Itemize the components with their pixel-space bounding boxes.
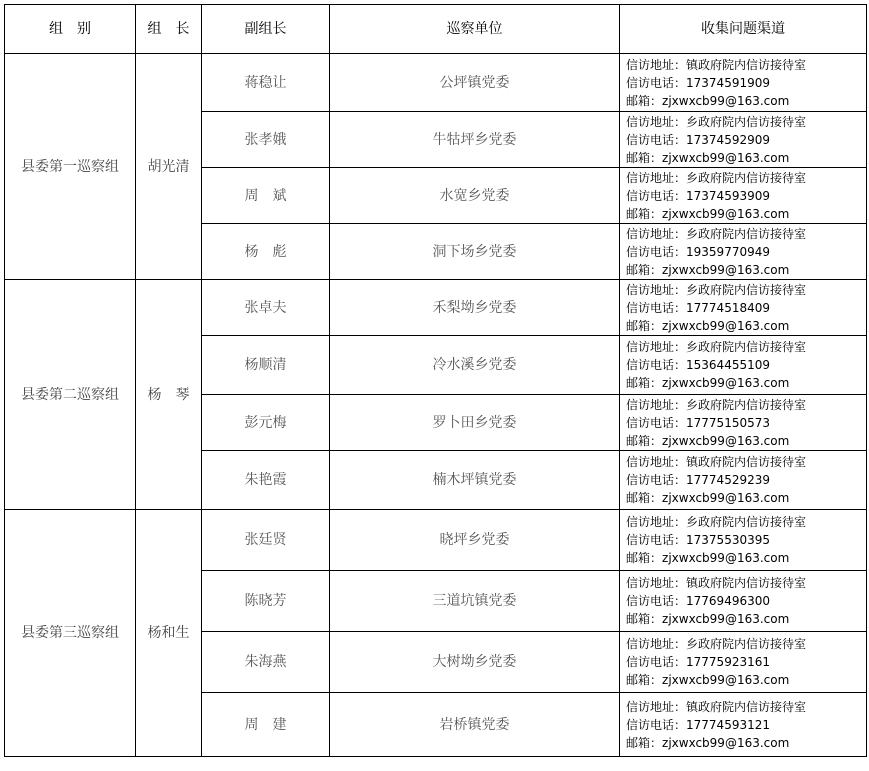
address-value: 乡政府院内信访接待室 — [686, 282, 807, 297]
address-label: 信访地址： — [626, 340, 687, 354]
group-leader: 杨和生 — [136, 510, 202, 757]
header-channel: 收集问题渠道 — [620, 5, 867, 54]
email-line — [626, 149, 866, 167]
address-label: 信访地址： — [626, 397, 687, 412]
email-line — [626, 432, 866, 450]
phone-label: 信访电话： — [626, 75, 687, 90]
deputy-leader: 朱艳霞 — [202, 451, 330, 510]
address-label: 信访地址： — [626, 57, 687, 72]
phone-label: 信访电话： — [626, 358, 687, 372]
email-label: 邮箱： — [626, 551, 663, 565]
phone-line — [626, 653, 866, 671]
group-name: 县委第三巡察组 — [5, 510, 136, 757]
phone-value: 17374592909 — [686, 132, 770, 147]
deputy-leader: 陈晓芳 — [202, 571, 330, 632]
inspected-unit: 公坪镇党委 — [330, 54, 620, 112]
header-leader: 组 长 — [136, 5, 202, 54]
deputy-leader: 周 建 — [202, 693, 330, 757]
address-value: 镇政府院内信访接待室 — [686, 455, 807, 469]
contact-channel — [620, 451, 867, 510]
inspected-unit: 大树坳乡党委 — [330, 632, 620, 693]
deputy-leader: 张孝娥 — [202, 112, 330, 168]
group-leader: 杨 琴 — [136, 280, 202, 510]
address-value: 乡政府院内信访接待室 — [686, 340, 807, 354]
phone-value: 17374593909 — [686, 188, 770, 203]
phone-label: 信访电话： — [626, 594, 687, 608]
group-leader: 胡光清 — [136, 54, 202, 280]
phone-value: 17375530395 — [686, 533, 770, 547]
address-value: 镇政府院内信访接待室 — [686, 576, 807, 590]
address-line — [626, 396, 866, 414]
deputy-leader: 周 斌 — [202, 168, 330, 224]
email-line — [626, 317, 866, 335]
inspected-unit: 洞下场乡党委 — [330, 224, 620, 280]
email-line — [626, 610, 866, 628]
address-value: 乡政府院内信访接待室 — [686, 226, 807, 241]
email-value: zjxwxcb99@163.com — [662, 262, 790, 277]
phone-value: 15364455109 — [686, 358, 770, 372]
inspected-unit: 晓坪乡党委 — [330, 510, 620, 571]
email-line — [626, 92, 866, 110]
address-label: 信访地址： — [626, 282, 687, 297]
table-row — [5, 510, 867, 571]
email-label: 邮箱： — [626, 491, 663, 505]
phone-label: 信访电话： — [626, 717, 687, 732]
email-value: zjxwxcb99@163.com — [662, 150, 790, 165]
email-value: zjxwxcb99@163.com — [662, 318, 790, 333]
deputy-leader: 张廷贤 — [202, 510, 330, 571]
address-label: 信访地址： — [626, 170, 687, 185]
address-label: 信访地址： — [626, 699, 687, 714]
email-value: zjxwxcb99@163.com — [662, 673, 790, 687]
inspected-unit: 三道坑镇党委 — [330, 571, 620, 632]
phone-value: 17774518409 — [686, 300, 770, 315]
phone-line — [626, 592, 866, 610]
contact-channel — [620, 336, 867, 395]
contact-channel — [620, 224, 867, 280]
address-value: 镇政府院内信访接待室 — [686, 699, 807, 714]
phone-value: 17775923161 — [686, 655, 770, 669]
inspected-unit: 牛牯坪乡党委 — [330, 112, 620, 168]
address-label: 信访地址： — [626, 576, 687, 590]
email-value: zjxwxcb99@163.com — [662, 93, 790, 108]
address-value: 乡政府院内信访接待室 — [686, 114, 807, 129]
email-label: 邮箱： — [626, 735, 663, 750]
email-line — [626, 374, 866, 392]
address-line — [626, 113, 866, 131]
address-label: 信访地址： — [626, 114, 687, 129]
contact-channel — [620, 112, 867, 168]
contact-channel — [620, 168, 867, 224]
phone-line — [626, 74, 866, 92]
inspected-unit: 水宽乡党委 — [330, 168, 620, 224]
header-row — [5, 5, 867, 54]
contact-channel — [620, 395, 867, 451]
address-line — [626, 574, 866, 592]
address-line — [626, 56, 866, 74]
email-value: zjxwxcb99@163.com — [662, 491, 790, 505]
phone-value: 17774593121 — [686, 717, 770, 732]
phone-line — [626, 299, 866, 317]
table-row — [5, 54, 867, 112]
phone-value: 17775150573 — [686, 415, 770, 430]
address-label: 信访地址： — [626, 515, 687, 529]
deputy-leader: 杨顺清 — [202, 336, 330, 395]
table-row — [5, 280, 867, 336]
inspected-unit: 楠木坪镇党委 — [330, 451, 620, 510]
phone-line — [626, 187, 866, 205]
phone-label: 信访电话： — [626, 244, 687, 259]
address-line — [626, 453, 866, 471]
phone-value: 19359770949 — [686, 244, 770, 259]
phone-value: 17774529239 — [686, 473, 770, 487]
email-label: 邮箱： — [626, 612, 663, 626]
email-line — [626, 671, 866, 689]
contact-channel — [620, 510, 867, 571]
contact-channel — [620, 54, 867, 112]
deputy-leader: 蒋稳让 — [202, 54, 330, 112]
phone-label: 信访电话： — [626, 415, 687, 430]
address-value: 乡政府院内信访接待室 — [686, 170, 807, 185]
address-line — [626, 281, 866, 299]
phone-label: 信访电话： — [626, 533, 687, 547]
email-label: 邮箱： — [626, 150, 663, 165]
deputy-leader: 朱海燕 — [202, 632, 330, 693]
inspection-table — [4, 4, 867, 757]
phone-label: 信访电话： — [626, 300, 687, 315]
header-group: 组 别 — [5, 5, 136, 54]
phone-label: 信访电话： — [626, 188, 687, 203]
email-value: zjxwxcb99@163.com — [662, 206, 790, 221]
address-value: 镇政府院内信访接待室 — [686, 57, 807, 72]
phone-line — [626, 131, 866, 149]
email-line — [626, 489, 866, 507]
email-value: zjxwxcb99@163.com — [662, 551, 790, 565]
address-line — [626, 338, 866, 356]
contact-channel — [620, 632, 867, 693]
email-label: 邮箱： — [626, 93, 663, 108]
address-line — [626, 169, 866, 187]
phone-line — [626, 243, 866, 261]
contact-channel — [620, 693, 867, 757]
email-value: zjxwxcb99@163.com — [662, 376, 790, 390]
address-value: 乡政府院内信访接待室 — [686, 515, 807, 529]
address-value: 乡政府院内信访接待室 — [686, 397, 807, 412]
email-label: 邮箱： — [626, 262, 663, 277]
header-deputy: 副组长 — [202, 5, 330, 54]
email-line — [626, 734, 866, 752]
phone-line — [626, 414, 866, 432]
phone-value: 17769496300 — [686, 594, 770, 608]
deputy-leader: 杨 彪 — [202, 224, 330, 280]
phone-line — [626, 531, 866, 549]
inspected-unit: 岩桥镇党委 — [330, 693, 620, 757]
table-body — [5, 5, 867, 757]
email-line — [626, 205, 866, 223]
phone-label: 信访电话： — [626, 132, 687, 147]
phone-line — [626, 471, 866, 489]
email-label: 邮箱： — [626, 206, 663, 221]
address-value: 乡政府院内信访接待室 — [686, 637, 807, 651]
email-label: 邮箱： — [626, 673, 663, 687]
inspected-unit: 冷水溪乡党委 — [330, 336, 620, 395]
email-value: zjxwxcb99@163.com — [662, 735, 790, 750]
address-line — [626, 635, 866, 653]
address-line — [626, 698, 866, 716]
contact-channel — [620, 280, 867, 336]
phone-label: 信访电话： — [626, 655, 687, 669]
group-name: 县委第一巡察组 — [5, 54, 136, 280]
address-line — [626, 513, 866, 531]
deputy-leader: 张卓夫 — [202, 280, 330, 336]
phone-label: 信访电话： — [626, 473, 687, 487]
contact-channel — [620, 571, 867, 632]
phone-line — [626, 716, 866, 734]
inspected-unit: 禾梨坳乡党委 — [330, 280, 620, 336]
email-value: zjxwxcb99@163.com — [662, 612, 790, 626]
header-unit: 巡察单位 — [330, 5, 620, 54]
inspected-unit: 罗卜田乡党委 — [330, 395, 620, 451]
address-label: 信访地址： — [626, 226, 687, 241]
email-line — [626, 261, 866, 279]
address-label: 信访地址： — [626, 455, 687, 469]
email-label: 邮箱： — [626, 433, 663, 448]
email-label: 邮箱： — [626, 318, 663, 333]
address-line — [626, 225, 866, 243]
email-value: zjxwxcb99@163.com — [662, 433, 790, 448]
address-label: 信访地址： — [626, 637, 687, 651]
email-line — [626, 549, 866, 567]
group-name: 县委第二巡察组 — [5, 280, 136, 510]
phone-value: 17374591909 — [686, 75, 770, 90]
email-label: 邮箱： — [626, 376, 663, 390]
deputy-leader: 彭元梅 — [202, 395, 330, 451]
phone-line — [626, 356, 866, 374]
